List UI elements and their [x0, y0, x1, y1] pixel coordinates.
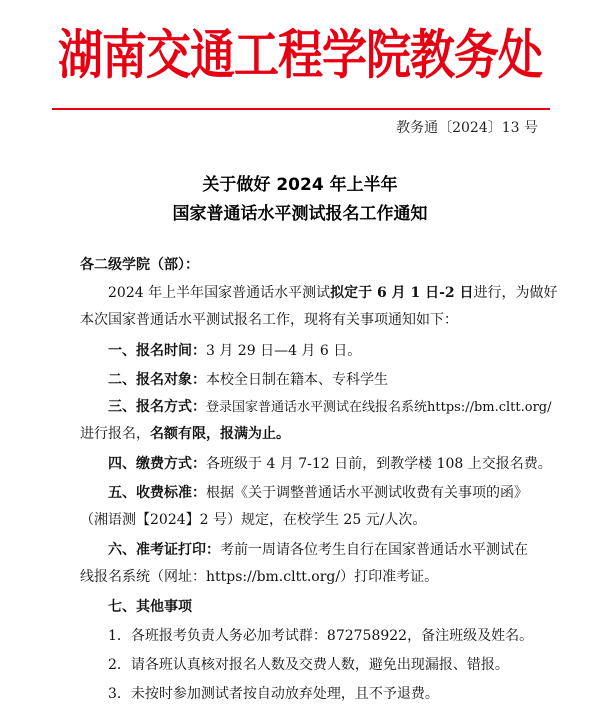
item-value: 登录国家普通话水平测试在线报名系统https://bm.cltt.org/ [206, 400, 552, 415]
intro-text: 2024 年上半年国家普通话水平测试 [108, 285, 331, 301]
intro-text-cont: 进行，为做好 [473, 285, 558, 301]
item-label: 五、收费标准： [108, 485, 206, 501]
item-emphasis: 名额有限，报满为止。 [150, 426, 290, 442]
item-fee-standard [108, 483, 578, 503]
intro-paragraph-line-2: 本次国家普通话水平测试报名工作，现将有关事项通知如下： [80, 312, 458, 328]
item-registration-target [108, 370, 578, 390]
item-value: 本校全日制在籍本、专科学生 [206, 372, 388, 388]
other-item-1: 1．各班报考负责人务必加考试群：872758922，备注班级及姓名。 [108, 628, 534, 644]
intro-paragraph-line-1 [108, 283, 578, 303]
document-number: 教务通〔2024〕13 号 [396, 120, 538, 136]
item-value: 考前一周请各位考生自行在国家普通话水平测试在 [220, 542, 528, 558]
item-label: 一、报名时间： [108, 343, 206, 359]
item-label: 二、报名对象： [108, 372, 206, 388]
item-registration-time [108, 341, 578, 361]
item-registration-method [108, 397, 578, 418]
item-registration-method-cont [80, 424, 550, 444]
item-other-matters: 七、其他事项 [108, 599, 192, 615]
exam-date-text: 拟定于 6 月 1 日-2 日 [330, 285, 474, 301]
document-title-line-1: 关于做好 2024 年上半年 [202, 175, 398, 195]
item-admission-ticket-cont: 线报名系统（网址：https://bm.cltt.org/）打印准考证。 [80, 569, 439, 585]
item-admission-ticket [108, 540, 578, 560]
item-value: 各班级于 4 月 7-12 日前，到教学楼 108 上交报名费。 [206, 456, 552, 472]
item-payment-method [108, 454, 578, 474]
item-value: 3 月 29 日—4 月 6 日。 [206, 343, 362, 359]
issuer-header-title: 湖南交通工程学院教务处 [57, 23, 542, 86]
document-title-line-2: 国家普通话水平测试报名工作通知 [172, 204, 428, 224]
item-label: 三、报名方式： [108, 399, 206, 415]
item-label: 六、准考证打印： [108, 542, 220, 558]
salutation: 各二级学院（部）： [80, 257, 199, 273]
other-item-3: 3．未按时参加测试者按自动放弃处理，且不予退费。 [108, 686, 439, 702]
item-label: 四、缴费方式： [108, 456, 206, 472]
item-fee-standard-cont: （湘语测【2024】2 号）规定，在校学生 25 元/人次。 [80, 512, 427, 528]
item-value: 根据《关于调整普通话水平测试收费有关事项的函》 [206, 485, 528, 501]
header-red-divider [52, 108, 550, 110]
item-value-cont: 进行报名， [80, 426, 150, 442]
other-item-2: 2．请各班认真核对报名人数及交费人数，避免出现漏报、错报。 [108, 657, 509, 673]
